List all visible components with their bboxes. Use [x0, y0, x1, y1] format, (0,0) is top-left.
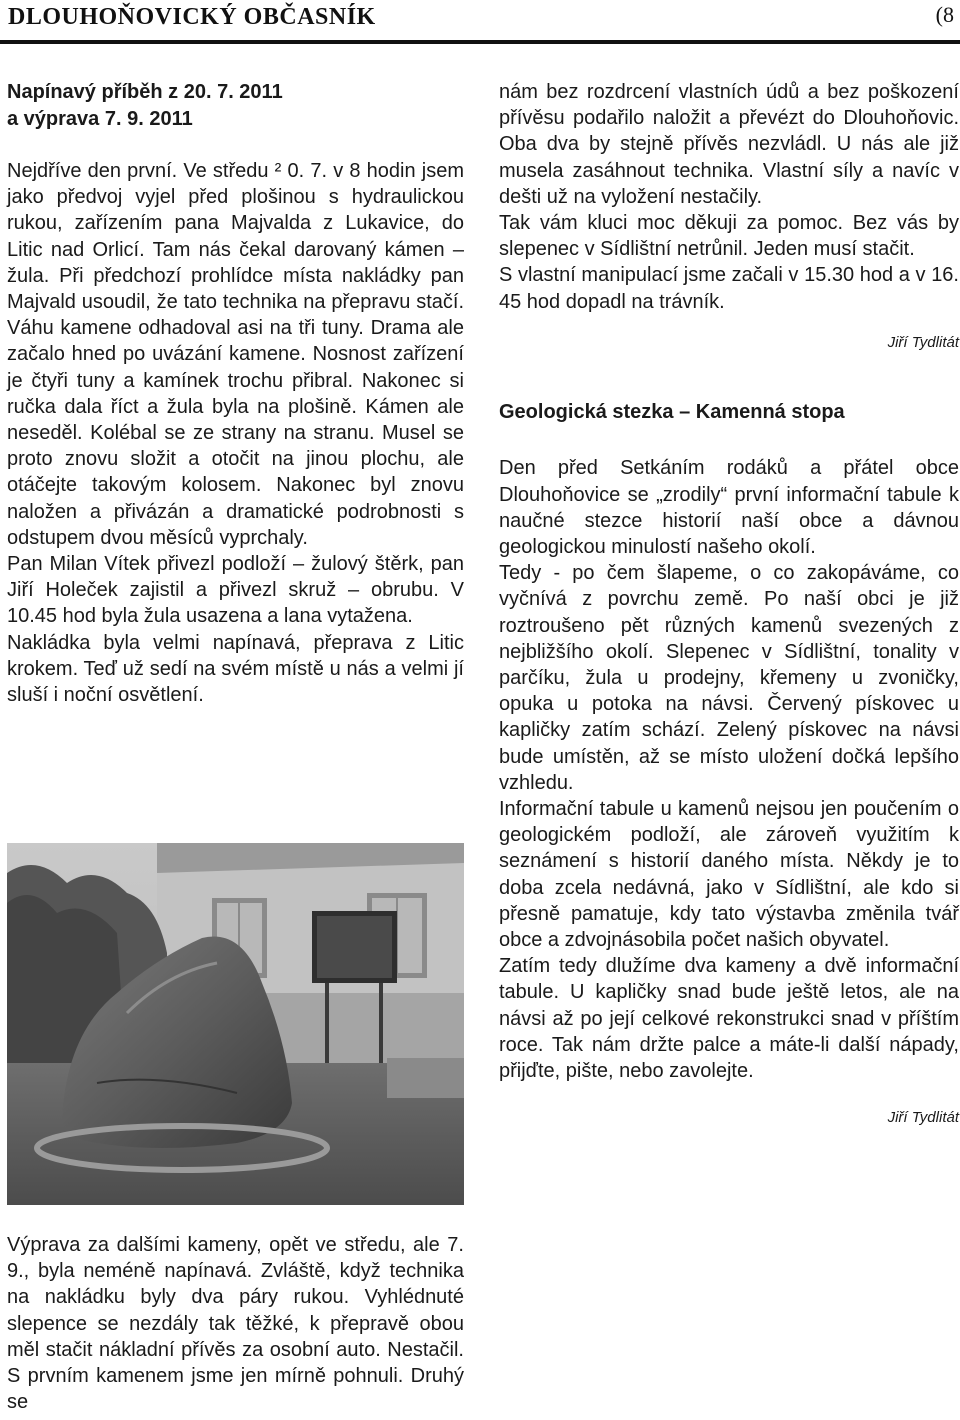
article-headline-line1: Napínavý příběh z 20. 7. 2011 — [7, 81, 283, 103]
article-paragraph: Pan Milan Vítek přivezl podloží – žulový štěrk, pan Jiří Holeček zajistil a přivezl skruž – obrubu. V 10.45 hod byla žula usazena a lana vytažena. — [7, 553, 464, 628]
section-headline: Geologická stezka – Kamenná stopa — [499, 400, 845, 423]
article-headline-line2: a výprava 7. 9. 2011 — [7, 107, 193, 130]
article-paragraph: Den před Setkáním rodáků a přátel obce Dlouhoňovice se „zrodily“ první informační tabule k naučné stezce historií naší obce a dávnou geologickou minulostí našeho okolí. — [499, 457, 959, 558]
boulder-photo — [7, 843, 464, 1205]
right-column — [499, 79, 959, 1128]
article-paragraph: nám bez rozdrcení vlastních údů a bez poškození přívěsu podařilo naložit a převézt do Dlouhoňovic. Oba dva by stejně přívěs nezvládl. U nás ale již musela zasáhnout technika. Vlastní síly a navíc v dešti už na vyložení nestačily. — [499, 81, 959, 208]
newsletter-title: DLOUHOŇOVICKÝ OBČASNÍK — [8, 4, 376, 30]
article-paragraph: Zatím tedy dlužíme dva kameny a dvě informační tabule. U kapličky snad bude ještě letos, ale na návsi až po její celkové rekonstrukci snad v příštím roce. Tak nám držte palce a máte-li další nápady, přijďte, pište, nebo zavolejte. — [499, 955, 959, 1082]
article-paragraph: Tedy - po čem šlapeme, o co zakopáváme, co vyčnívá z povrchu země. Po naší obci je již roztroušeno pět různých kamenů svezených z nejbližšího okolí. Slepenec v Sídlištní, tonality v parčíku, žula u prodejny, křemeny u zvoničky, opuka u potoka na návsi. Červený pískovec u kapličky zatím schází. Zelený pískovec na návsi bude umístěn, až se místo uložení dočká lepšího vzhledu. — [499, 562, 959, 794]
article-paragraph: Nejdříve den první. Ve středu ² 0. 7. v 8 hodin jsem jako předvoj vyjel před plošinou s hydraulickou rukou, zařízením pana Majvalda z Lukavice, do Litic nad Orlicí. Tam nás čekal darovaný kámen – žula. Při předchozí prohlídce místa nakládky pan Majvald usoudil, že tato technika na přepravu stačí. Váhu kamene odhadoval asi na tři tuny. Drama ale začalo hned po uvázání kamene. Nosnost zařízení je čtyři tuny a kamínek trochu přibral. Nakonec si ručka dala říct a žula byla na plošině. Kámen ale neseděl. Kolébal se ze strany na stranu. Musel se proto znovu složit a otočit na jinou plochu, ale otáčejte takovým kolosem. Nakonec byl znovu naložen a přivázán a dramatické podrobnosti s odstupem dvou měsíců vyprchaly. — [7, 160, 464, 549]
article-paragraph: Tak vám kluci moc děkuji za pomoc. Bez vás by slepenec v Sídlištní netrůnil. Jeden musí stačit. — [499, 212, 959, 261]
article-paragraph: Výprava za dalšími kameny, opět ve středu, ale 7. 9., byla neméně napínavá. Zvláště, když technika na nakládku byly dva páry rukou. Vyhlédnuté slepence se nezdály tak těžké, k přepravě obou měl stačit nákladní přívěs za osobní auto. Nestačil. S prvním kamenem jsme jen mírně pohnuli. Druhý se — [7, 1234, 464, 1414]
article-paragraph: S vlastní manipulací jsme začali v 15.30 hod a v 16. 45 hod dopadl na trávník. — [499, 264, 959, 313]
author-signature: Jiří Tydlitát — [887, 333, 959, 351]
article-paragraph: Nakládka byla velmi napínavá, přeprava z Litic krokem. Teď už sedí na svém místě u nás a velmi jí sluší i noční osvětlení. — [7, 631, 464, 707]
left-column-bottom — [7, 1232, 464, 1415]
left-column — [7, 79, 464, 708]
newsletter-header — [0, 0, 960, 44]
page-number: (8 — [935, 2, 954, 27]
author-signature: Jiří Tydlitát — [887, 1109, 959, 1127]
article-paragraph: Informační tabule u kamenů nejsou jen poučením o geologickém podloží, ale zároveň využitím k seznámení s historií daného místa. Někdy je to doba zcela nedávná, jako v Sídlištní, ale kdo si přesně pamatuje, kdy tato výstavba změnila tvář obce a zdvojnásobila počet našich obyvatel. — [499, 797, 959, 951]
